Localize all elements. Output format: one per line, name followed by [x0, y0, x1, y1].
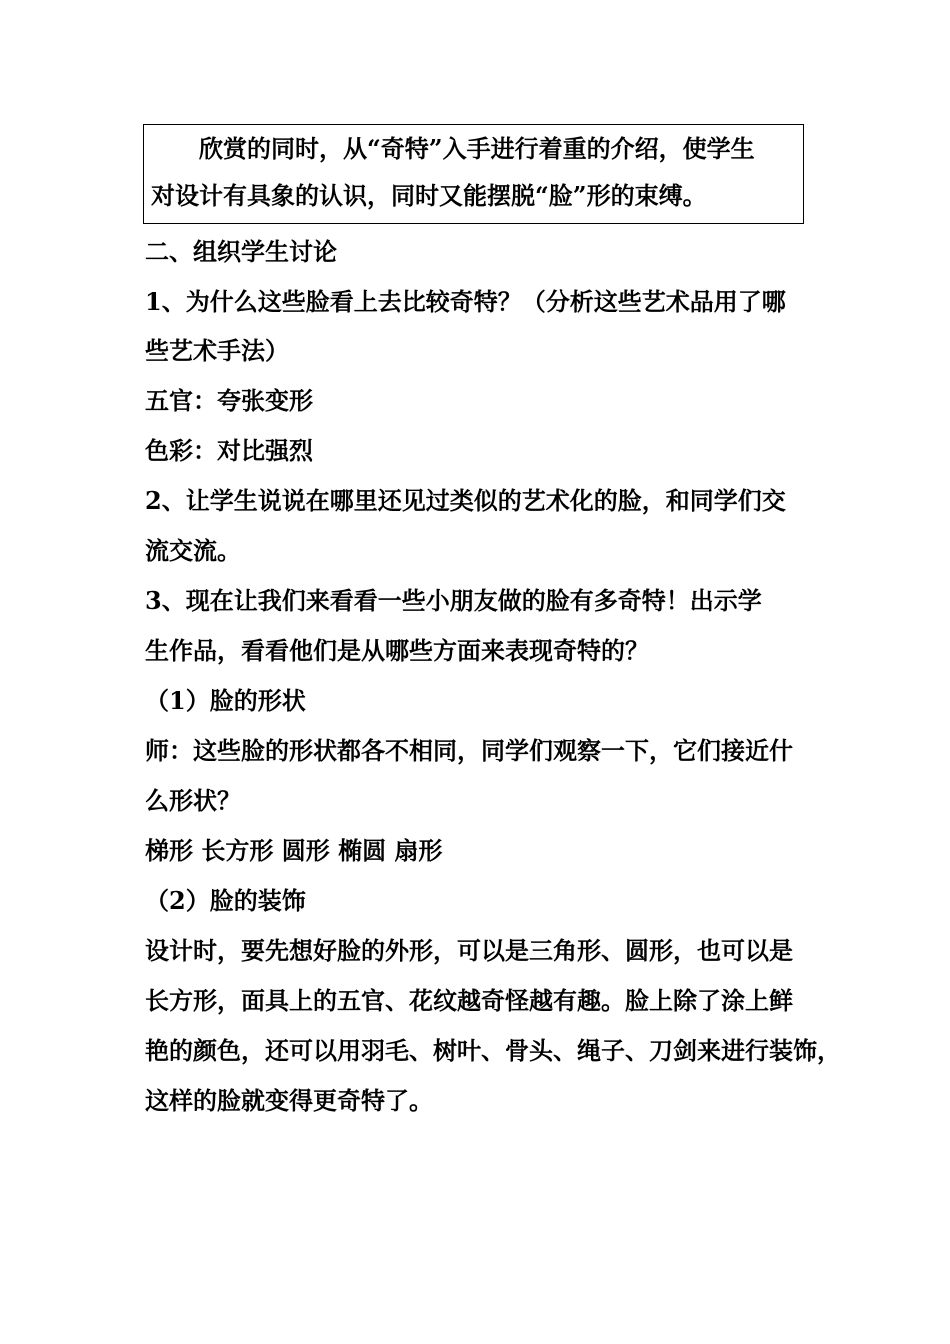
- text-line: 生作品，看看他们是从哪些方面来表现奇特的？: [145, 636, 649, 665]
- text-line: 长方形，面具上的五官、花纹越奇怪越有趣。脸上除了涂上鲜: [145, 986, 793, 1015]
- subheading: （1）脸的形状: [145, 686, 306, 715]
- text-line: 五官：夸张变形: [145, 386, 313, 415]
- boxed-paragraph: [143, 124, 804, 224]
- text-line: 色彩：对比强烈: [145, 436, 313, 465]
- text-line: 些艺术手法）: [145, 336, 289, 365]
- text-line: 1、为什么这些脸看上去比较奇特？（分析这些艺术品用了哪: [145, 287, 786, 316]
- boxed-line-2: 对设计有具象的认识，同时又能摆脱“脸”形的束缚。: [151, 181, 707, 210]
- text-line: 艳的颜色，还可以用羽毛、树叶、骨头、绳子、刀剑来进行装饰，: [145, 1036, 841, 1065]
- text-line: 梯形 长方形 圆形 椭圆 扇形: [145, 836, 443, 865]
- text-line: 2、让学生说说在哪里还见过类似的艺术化的脸，和同学们交: [145, 486, 786, 515]
- text-line: 么形状？: [145, 786, 241, 815]
- boxed-line-1: 欣赏的同时，从“奇特”入手进行着重的介绍，使学生: [151, 134, 755, 163]
- section-heading: 二、组织学生讨论: [145, 237, 337, 266]
- subheading: （2）脸的装饰: [145, 886, 306, 915]
- text-line: 3、现在让我们来看看一些小朋友做的脸有多奇特！出示学: [145, 586, 762, 615]
- text-line: 师：这些脸的形状都各不相同，同学们观察一下，它们接近什: [145, 736, 793, 765]
- text-line: 流交流。: [145, 536, 241, 565]
- text-line: 设计时，要先想好脸的外形，可以是三角形、圆形，也可以是: [145, 936, 793, 965]
- text-line: 这样的脸就变得更奇特了。: [145, 1086, 433, 1115]
